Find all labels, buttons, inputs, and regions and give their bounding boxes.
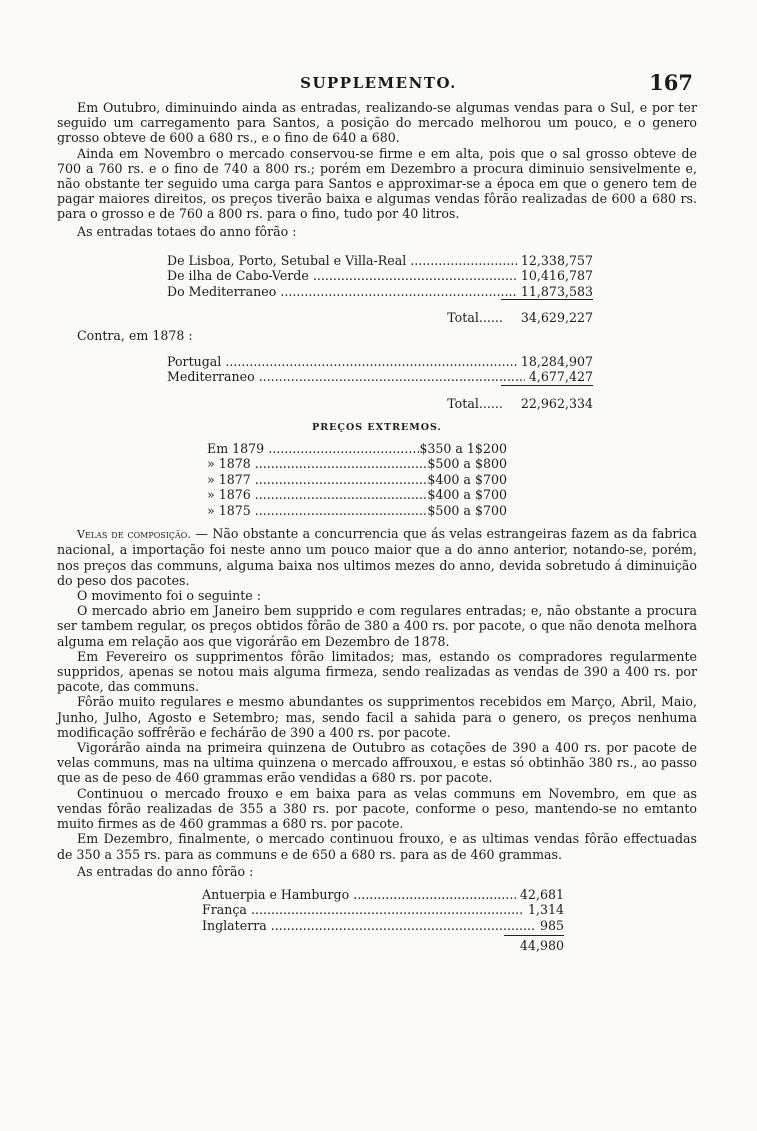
page-body bbox=[57, 100, 697, 954]
sum-rule bbox=[504, 935, 564, 936]
velas-heading: Velas de composição. bbox=[77, 528, 191, 542]
entradas-1879-table bbox=[167, 253, 593, 327]
table-row: » 1875 ..... $500 a $700 bbox=[207, 503, 507, 519]
table-row: » 1877 ..... $400 a $700 bbox=[207, 472, 507, 488]
paragraph: Em Dezembro, finalmente, o mercado continuou frouxo, e as ultimas vendas fôrão effectuadas de 350 a 355 rs. para as communs e de 650 a 680 rs. para as de 460 grammas. bbox=[57, 831, 697, 862]
total-row bbox=[167, 396, 593, 412]
entradas-intro: As entradas totaes do anno fôrão : bbox=[77, 223, 297, 239]
paragraph: Fôrão muito regulares e mesmo abundantes os supprimentos recebidos em Março, Abril, Maio, Junho, Julho, Agosto e Setembro; mas, sendo facil a sahida para o genero, os preços nenhuma modificação soffrêrão e fechárão de 390 a 400 rs. por pacote. bbox=[57, 694, 697, 740]
total-value: 22,962,334 bbox=[520, 395, 593, 411]
table-row: França ..... 1,314 bbox=[202, 902, 564, 918]
page-number: 167 bbox=[649, 70, 693, 95]
paragraph: Ainda em Novembro o mercado conservou-se firme e em alta, pois que o sal grosso obteve de 700 a 760 rs. e o fino de 740 a 800 rs.; porém em Dezembro a procura diminuio sensivelmente e, não obstante ter seguido uma carga para Santos e approximar-se a época em que o genero tem de pagar maiores direitos, os preços tiverão baixa e algumas vendas fôrão realizadas de 600 a 680 rs. para o grosso e de 760 a 800 rs. para o fino, tudo por 40 litros. bbox=[57, 145, 697, 222]
paragraph: Vigorárão ainda na primeira quinzena de Outubro as cotações de 390 a 400 rs. por pacote de velas communs, mas na ultima quinzena o mercado affrouxou, e estas só obtinhão 380 rs., ao passo que as de peso de 460 grammas erão vendidas a 680 rs. por pacote. bbox=[57, 740, 697, 786]
table-row: Em 1879 ..... $350 a 1$200 bbox=[207, 441, 507, 457]
table-row: Inglaterra ..... 985 bbox=[202, 918, 564, 934]
running-title: SUPPLEMENTO. bbox=[300, 74, 457, 92]
contra-label: Contra, em 1878 : bbox=[77, 328, 193, 344]
table-row: Portugal ..... 18,284,907 bbox=[167, 354, 593, 370]
sum-rule bbox=[501, 385, 593, 386]
table-row: » 1878 ..... $500 a $800 bbox=[207, 456, 507, 472]
table-row: De Lisboa, Porto, Setubal e Villa-Real ..... 12,338,757 bbox=[167, 253, 593, 269]
entradas-1878-table bbox=[167, 354, 593, 412]
sum-rule bbox=[501, 299, 593, 300]
paragraph: Em Outubro, diminuindo ainda as entradas, realizando-se algumas vendas para o Sul, e por ter seguido um carregamento para Santos, a posição do mercado melhorou um pouco, e o genero grosso obteve de 600 a 680 rs., e o fino de 640 a 680. bbox=[57, 100, 697, 146]
table-row: Antuerpia e Hamburgo ..... 42,681 bbox=[202, 887, 564, 903]
total-label: Total...... bbox=[447, 395, 503, 411]
entradas-velas-intro: As entradas do anno fôrão : bbox=[77, 863, 254, 879]
table-row: De ilha de Cabo-Verde ..... 10,416,787 bbox=[167, 268, 593, 284]
total-value: 44,980 bbox=[519, 938, 564, 954]
total-row bbox=[167, 310, 593, 326]
paragraph: O movimento foi o seguinte : bbox=[77, 588, 261, 604]
table-row: Do Mediterraneo ..... 11,873,583 bbox=[167, 284, 593, 300]
precos-table bbox=[207, 441, 507, 519]
velas-paragraph: Velas de composição. — Não obstante a concurrencia que ás velas estrangeiras fazem as da fabrica nacional, a importação foi neste anno um pouco maior que a do anno anterior, notando-se, porém, nos preços das communs, alguma baixa nos ultimos mezes do anno, devida sobretudo á diminuição do peso dos pacotes. bbox=[57, 526, 697, 588]
total-label: Total...... bbox=[447, 310, 503, 326]
paragraph: O mercado abrio em Janeiro bem supprido e com regulares entradas; e, não obstante a procura ser tambem regular, os preços obtidos fôrão de 380 a 400 rs. por pacote, o que não denota melhora alguma em relação aos que vigorárão em Dezembro de 1878. bbox=[57, 603, 697, 649]
page-header bbox=[0, 70, 757, 96]
precos-heading: PREÇOS EXTREMOS. bbox=[312, 421, 442, 433]
table-row: Mediterraneo ..... 4,677,427 bbox=[167, 369, 593, 385]
total-value: 34,629,227 bbox=[520, 310, 593, 326]
entradas-velas-table bbox=[202, 887, 564, 954]
table-row: » 1876 ..... $400 a $700 bbox=[207, 487, 507, 503]
paragraph: Continuou o mercado frouxo e em baixa para as velas communs em Novembro, em que as vendas fôrão realizadas de 355 a 380 rs. por pacote, conforme o peso, mantendo-se no emtanto muito firmes as de 460 grammas a 680 rs. por pacote. bbox=[57, 785, 697, 832]
paragraph: Em Fevereiro os supprimentos fôrão limitados; mas, estando os compradores regularmente suppridos, apenas se notou mais alguma firmeza, sendo realizadas as vendas de 390 a 400 rs. por pacote, das communs. bbox=[57, 648, 697, 695]
